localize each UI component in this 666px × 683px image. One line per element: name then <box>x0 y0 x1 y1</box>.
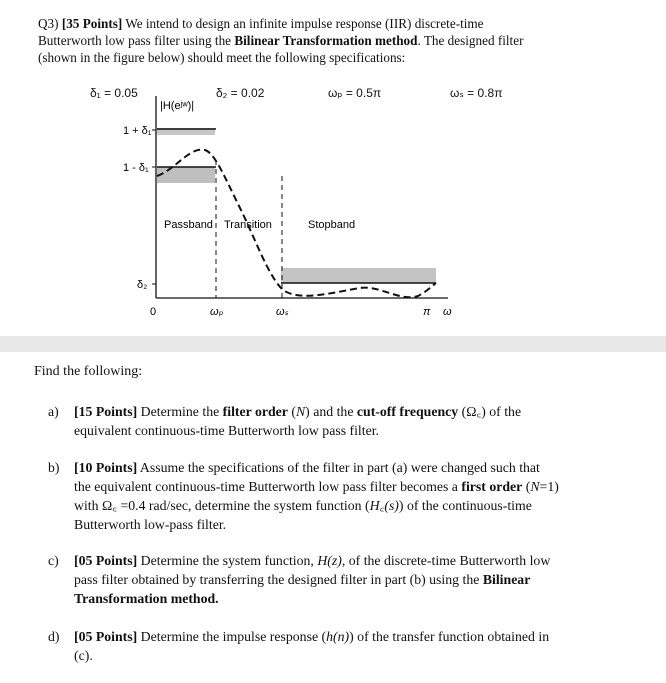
part-b-line-1: [10 Points] Assume the specifications of the filter in part (a) were changed such that <box>74 460 540 475</box>
part-c-line-1: [05 Points] Determine the system function, H(z), of the discrete-time Butterworth low <box>74 553 551 568</box>
question-text-2a: Butterworth low pass filter using the <box>38 33 235 48</box>
question-number: Q3) <box>38 16 59 31</box>
part-b <box>48 458 559 534</box>
find-heading: Find the following: <box>34 364 143 379</box>
part-c-line-2: pass filter obtained by transferring the designed filter in part (b) using the Bilinear <box>74 572 531 587</box>
passband-lower-band <box>157 167 215 183</box>
spec-omega-p: ωₚ = 0.5π <box>328 86 382 100</box>
label-transition: Transition <box>224 219 272 231</box>
part-a <box>48 402 522 440</box>
question-text-3: (shown in the figure below) should meet the following specifications: <box>38 50 406 65</box>
label-delta2: δ₂ <box>137 279 148 291</box>
part-a-line-2: equivalent continuous-time Butterworth low pass filter. <box>74 423 380 438</box>
part-c <box>48 551 551 608</box>
part-d-line-1: [05 Points] Determine the impulse response (h(n)) of the transfer function obtained in <box>74 629 550 644</box>
label-omega: ω <box>443 306 452 318</box>
part-b-line-2: the equivalent continuous-time Butterworth low pass filter becomes a first order (N=1) <box>74 479 559 494</box>
section-divider <box>0 336 666 352</box>
part-d <box>48 627 550 665</box>
label-wp: ωₚ <box>210 306 224 318</box>
part-a-line-1: [15 Points] Determine the filter order (N) and the cut-off frequency (Ω꜀) of the <box>74 404 522 419</box>
part-c-label: c) <box>48 553 59 568</box>
question-text-2b: . The designed filter <box>417 33 524 48</box>
label-origin: 0 <box>150 306 157 318</box>
part-b-line-3: with Ω꜀ =0.4 rad/sec, determine the system function (H꜀(s)) of the continuous-time <box>74 498 532 513</box>
part-a-label: a) <box>48 404 59 419</box>
part-b-label: b) <box>48 460 60 475</box>
part-d-label: d) <box>48 629 60 644</box>
label-one-plus-delta: 1 + δ₁ <box>123 125 152 137</box>
label-passband: Passband <box>164 219 213 231</box>
label-one-minus-delta: 1 - δ₁ <box>123 162 149 174</box>
stopband-band <box>281 268 436 283</box>
label-stopband: Stopband <box>308 219 356 231</box>
spec-delta2: δ₂ = 0.02 <box>216 86 265 100</box>
label-ws: ωₛ <box>276 306 289 318</box>
label-pi: π <box>423 306 431 318</box>
y-axis-label: |H(eʲʷ)| <box>160 100 195 112</box>
question-text-1: We intend to design an infinite impulse response (IIR) discrete-time <box>125 16 484 31</box>
filter-spec-figure <box>0 0 666 336</box>
part-c-line-3: Transformation method. <box>74 591 219 606</box>
spec-omega-s: ωₛ = 0.8π <box>450 86 503 100</box>
spec-delta1: δ₁ = 0.05 <box>90 86 138 100</box>
question-method-bold: Bilinear Transformation method <box>234 33 418 48</box>
question-points: [35 Points] <box>61 16 123 31</box>
part-b-line-4: Butterworth low-pass filter. <box>74 517 227 532</box>
part-d-line-2: (c). <box>74 648 93 663</box>
